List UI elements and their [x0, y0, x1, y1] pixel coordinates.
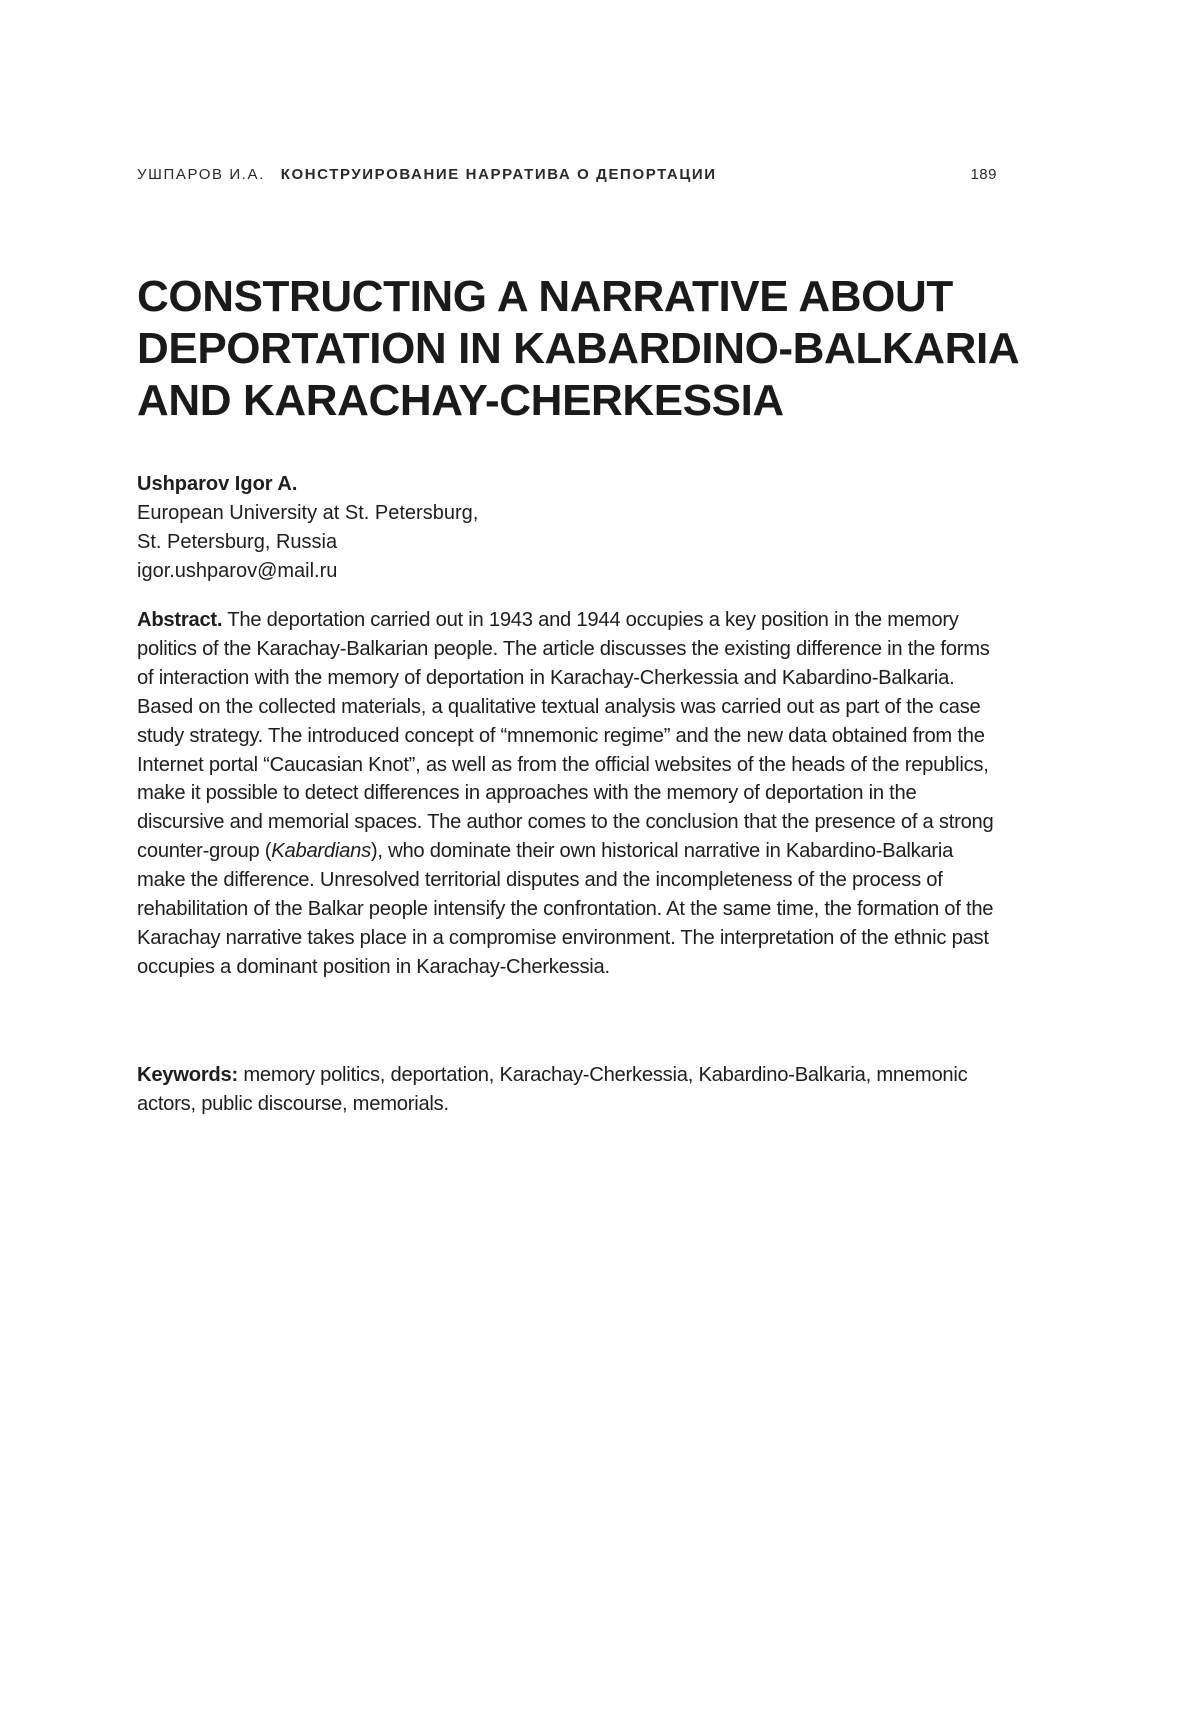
article-title-line: CONSTRUCTING A NARRATIVE ABOUT	[137, 272, 953, 321]
running-header	[137, 166, 1000, 188]
abstract-label: Abstract.	[137, 609, 223, 631]
author-location: St. Petersburg, Russia	[137, 531, 338, 553]
author-affiliation: European University at St. Petersburg,	[137, 502, 479, 524]
abstract-text-continued: ), who dominate their own historical narrative in Kabardino-Balkaria make the difference. Unresolved territorial disputes and the incompleteness of the process of rehabilitation of the Balkar people intensify the confrontation. At the same time, the formation of the Karachay narrative takes place in a compromise environment. The interpretation of the ethnic past occupies a dominant position in Karachay-Cherkessia.	[137, 840, 994, 978]
article-title-line: AND KARACHAY-CHERKESSIA	[137, 376, 784, 425]
author-name: Ushparov Igor A.	[137, 473, 298, 495]
article-title	[137, 271, 1037, 427]
abstract-italic-term: Kabardians	[271, 840, 371, 863]
keywords	[137, 1061, 1003, 1119]
running-header-author: УШПАРОВ И.А.	[137, 166, 265, 183]
running-header-title: КОНСТРУИРОВАНИЕ НАРРАТИВА О ДЕПОРТАЦИИ	[280, 166, 717, 183]
keywords-label: Keywords:	[137, 1064, 238, 1086]
author-email: igor.ushparov@mail.ru	[137, 560, 338, 582]
page-number: 189	[970, 166, 997, 183]
keywords-text: memory politics, deportation, Karachay-Cherkessia, Kabardino-Balkaria, mnemonic actors, public discourse, memorials.	[137, 1064, 968, 1115]
abstract-text: The deportation carried out in 1943 and 1944 occupies a key position in the memory politics of the Karachay-Balkarian people. The article discusses the existing difference in the forms of interaction with the memory of deportation in Karachay-Cherkessia and Kabardino-Balkaria. Based on the collected materials, a qualitative textual analysis was carried out as part of the case study strategy. The introduced concept of “mnemonic regime” and the new data obtained from the Internet portal “Caucasian Knot”, as well as from the official websites of the heads of the republics, make it possible to detect differences in approaches with the memory of deportation in the discursive and memorial spaces. The author comes to the conclusion that the presence of a strong counter-group (	[137, 609, 994, 863]
article-title-line: DEPORTATION IN KABARDINO-BALKARIA	[137, 324, 1020, 373]
abstract	[137, 606, 1003, 982]
author-block	[137, 470, 837, 586]
